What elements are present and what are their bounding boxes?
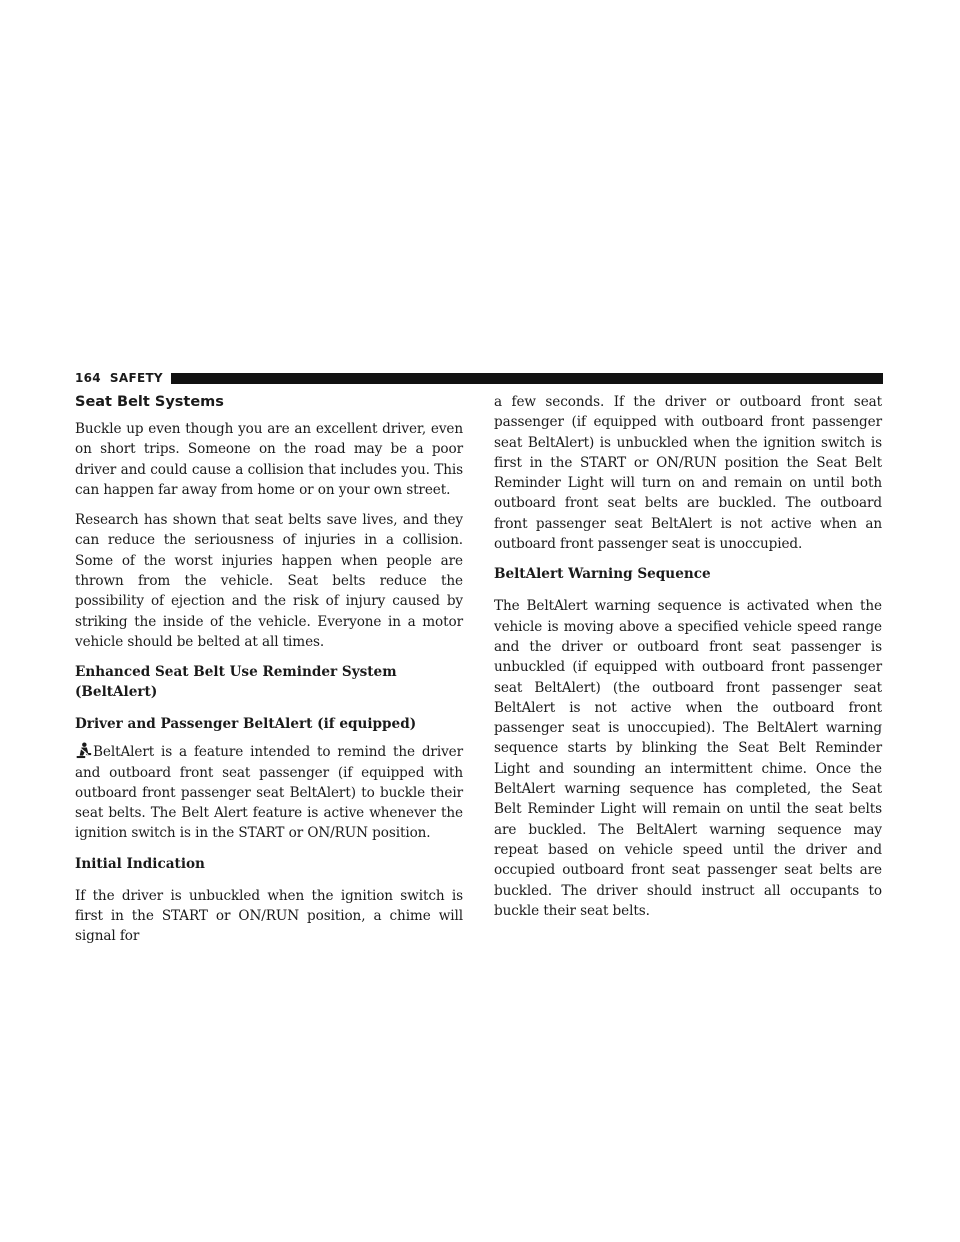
paragraph-text: BeltAlert is a feature intended to remind the driver and outboard front seat passenger (if equipped with outboard front passenger seat BeltAlert) to buckle their seat belts. The Belt Alert feature is active whenever the ignition switch is in the START or ON/RUN position.	[75, 744, 463, 842]
right-column	[494, 392, 882, 931]
paragraph: If the driver is unbuckled when the ignition switch is first in the START or ON/RUN position, a chime will signal for	[75, 887, 463, 945]
paragraph: a few seconds. If the driver or outboard front seat passenger (if equipped with outboard front passenger seat BeltAlert) is unbuckled when the ignition switch is first in the START or ON/RUN position the Seat Belt Reminder Light will turn on and remain on until both outboard front seat belts are buckled. The outboard front passenger seat BeltAlert is not active when an outboard front passenger seat is unoccupied.	[494, 394, 882, 553]
subheading: Driver and Passenger BeltAlert (if equipped)	[75, 716, 417, 733]
page-number: 164	[75, 371, 101, 385]
paragraph: Buckle up even though you are an excellent driver, even on short trips. Someone on the road may be a poor driver and could cause a collision that includes you. This can happen far away from home or on your own street.	[75, 421, 463, 498]
section-title: Seat Belt Systems	[75, 394, 224, 410]
paragraph: Research has shown that seat belts save lives, and they can reduce the seriousness of injuries in a collision. Some of the worst injuries happen when people are thrown from the vehicle. Seat belts reduce the possibility of ejection and the risk of injury caused by striking the inside of the vehicle. Everyone in a motor vehicle should be belted at all times.	[75, 512, 463, 650]
section-name: SAFETY	[109, 371, 163, 385]
paragraph	[75, 742, 463, 843]
paragraph: The BeltAlert warning sequence is activated when the vehicle is moving above a specified vehicle speed range and the driver or outboard front seat passenger is unbuckled (if equipped with outboard front passenger seat BeltAlert) (the outboard front passenger seat BeltAlert is not active when the outboard front passenger seat is unoccupied). The BeltAlert warning sequence starts by blinking the Seat Belt Reminder Light and sounding an intermittent chime. Once the BeltAlert warning sequence has completed, the Seat Belt Reminder Light will remain on until the seat belts are buckled. The BeltAlert warning sequence may repeat based on vehicle speed until the driver and occupied outboard front seat passenger seat belts are buckled. The driver should instruct all occupants to buckle their seat belts.	[494, 598, 882, 919]
header-rule	[171, 373, 883, 384]
page-number-and-section	[75, 371, 163, 385]
seat-belt-reminder-icon	[75, 742, 92, 759]
subheading: Initial Indication	[75, 855, 205, 872]
left-column	[75, 392, 463, 957]
page-header	[75, 371, 883, 385]
subheading: Enhanced Seat Belt Use Reminder System (BeltAlert)	[75, 664, 397, 701]
subheading: BeltAlert Warning Sequence	[494, 566, 711, 583]
